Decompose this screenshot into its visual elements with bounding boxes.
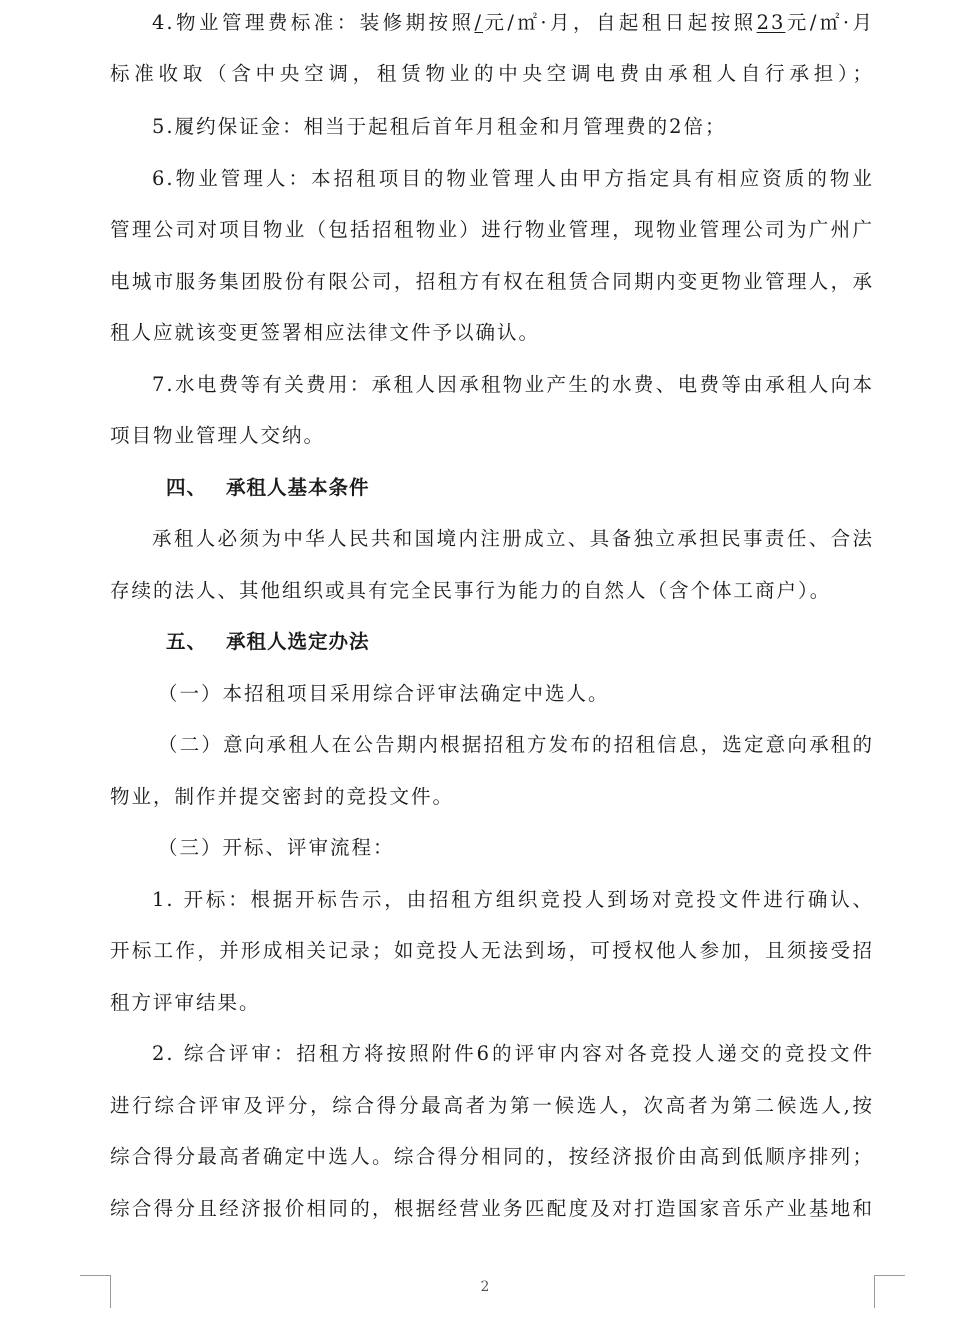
step-1-line-1: 1. 开标：根据开标告示，由招租方组织竞投人到场对竞投文件进行确认、 (152, 888, 874, 911)
section-4-line-2: 存续的法人、其他组织或具有完全民事行为能力的自然人（含个体工商户）。 (110, 579, 832, 602)
item-6-line-4: 租人应就该变更签署相应法律文件予以确认。 (110, 321, 541, 344)
item-4-line-2: 标准收取（含中央空调，租赁物业的中央空调电费由承租人自行承担）； (110, 62, 874, 85)
item-7-line-1: 7.水电费等有关费用：承租人因承租物业产生的水费、电费等由承租人向本 (152, 373, 874, 396)
section-5-p1: （一）本招租项目采用综合评审法确定中选人。 (158, 682, 610, 705)
section-4-line-1: 承租人必须为中华人民共和国境内注册成立、具备独立承担民事责任、合法 (152, 527, 874, 550)
section-5-p3: （三）开标、评审流程： (158, 836, 395, 859)
step-1-line-2: 开标工作，并形成相关记录；如竞投人无法到场，可授权他人参加，且须接受招 (110, 939, 874, 962)
item-4-line-1: 4.物业管理费标准：装修期按照/元/㎡·月，自起租日起按照23元/㎡·月 (152, 11, 874, 34)
section-4-number: 四、 (166, 476, 208, 499)
blank-renovation-fee: / (474, 11, 484, 34)
blank-management-fee: 23 (756, 11, 786, 34)
section-4-title: 承租人基本条件 (226, 476, 370, 499)
section-5-number: 五、 (166, 630, 208, 653)
step-2-line-2: 进行综合评审及评分，综合得分最高者为第一候选人，次高者为第二候选人,按 (110, 1094, 874, 1117)
item-6-line-3: 电城市服务集团股份有限公司，招租方有权在租赁合同期内变更物业管理人，承 (110, 270, 874, 293)
page-number: 2 (480, 1279, 490, 1295)
item-6-line-2: 管理公司对项目物业（包括招租物业）进行物业管理，现物业管理公司为广州广 (110, 218, 874, 241)
section-4-heading (110, 473, 874, 503)
item-7-line-2: 项目物业管理人交纳。 (110, 424, 326, 447)
step-2-line-1: 2. 综合评审：招租方将按照附件6的评审内容对各竞投人递交的竞投文件 (152, 1042, 874, 1065)
section-5-p2-line-1: （二）意向承租人在公告期内根据招租方发布的招租信息，选定意向承租的 (158, 733, 874, 756)
item-5: 5.履约保证金：相当于起租后首年月租金和月管理费的2倍； (152, 115, 727, 138)
item-6-line-1: 6.物业管理人：本招租项目的物业管理人由甲方指定具有相应资质的物业 (152, 167, 874, 190)
step-2-line-3: 综合得分最高者确定中选人。综合得分相同的，按经济报价由高到低顺序排列； (110, 1145, 874, 1168)
step-1-line-3: 租方评审结果。 (110, 991, 261, 1014)
section-5-p2-line-2: 物业，制作并提交密封的竞投文件。 (110, 785, 455, 808)
section-5-title: 承租人选定办法 (226, 630, 370, 653)
section-5-heading (110, 627, 874, 657)
step-2-line-4: 综合得分且经济报价相同的，根据经营业务匹配度及对打造国家音乐产业基地和 (110, 1197, 874, 1220)
